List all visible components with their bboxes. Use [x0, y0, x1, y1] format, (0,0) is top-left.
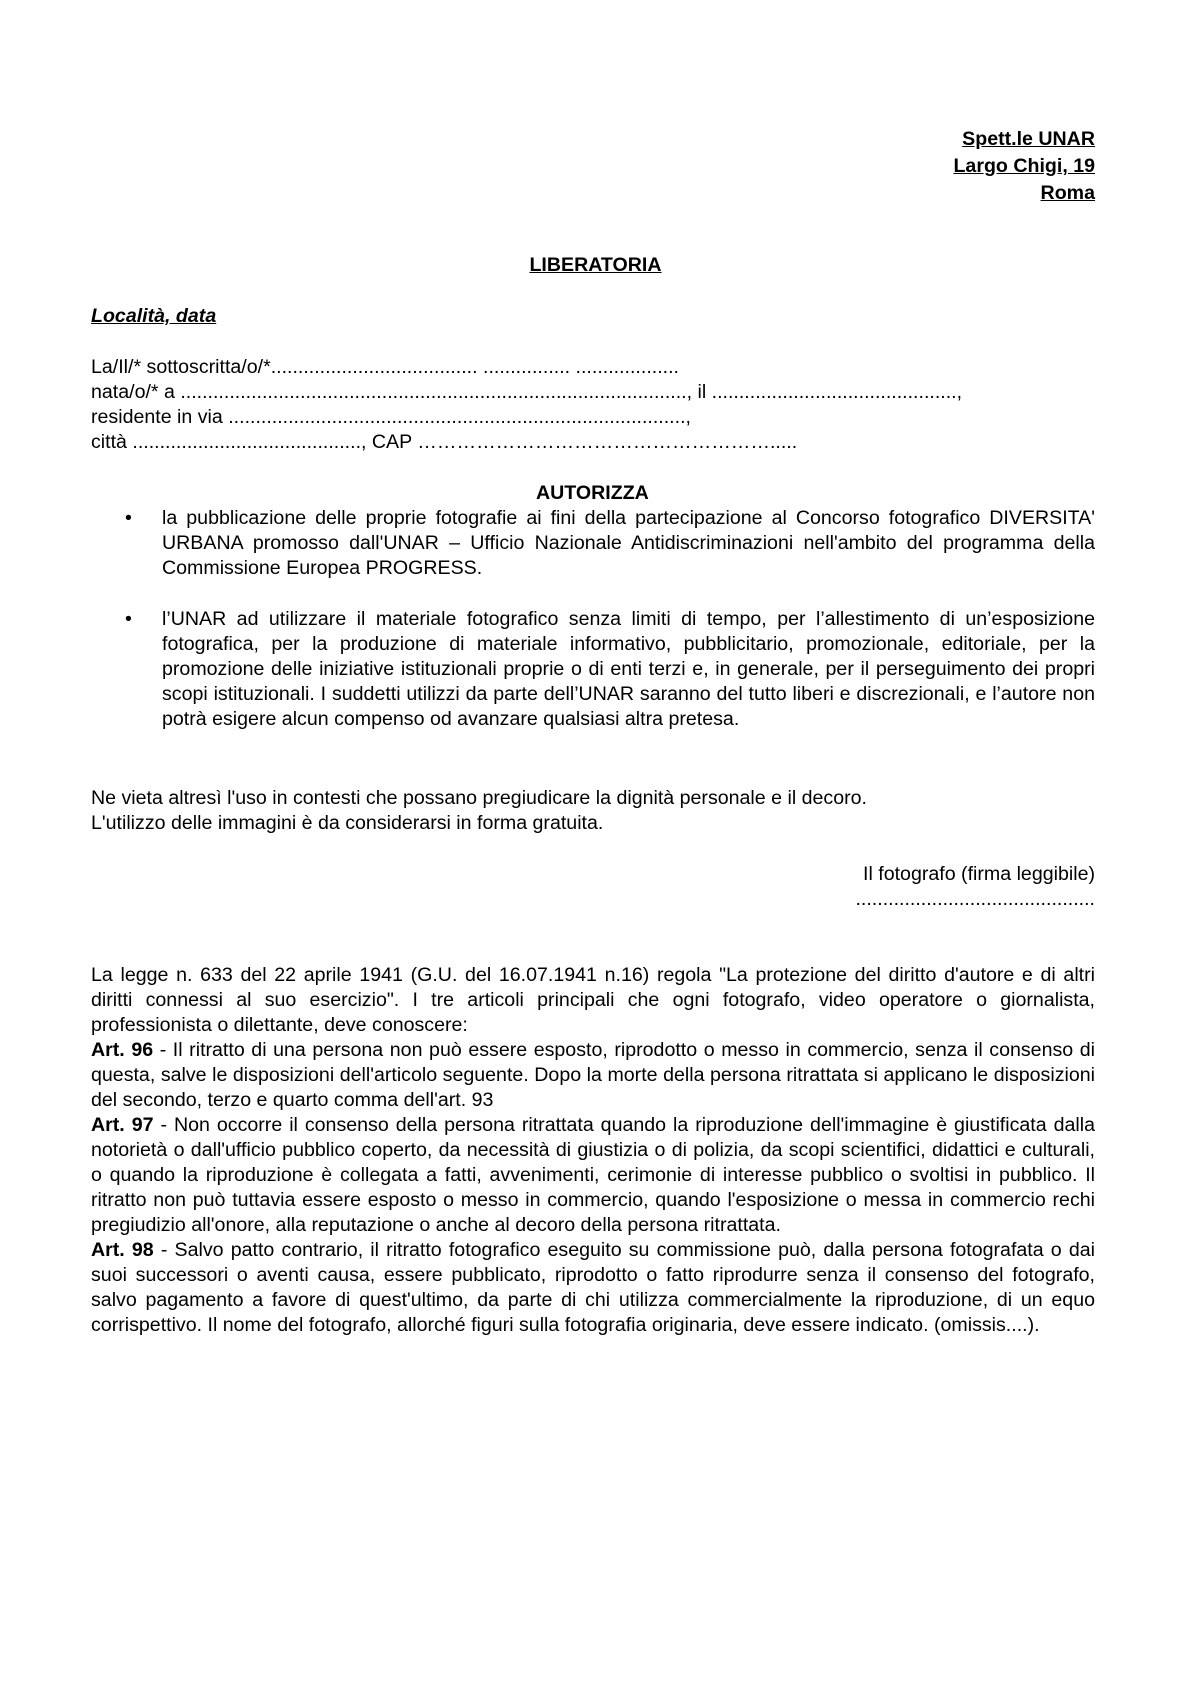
article-97: [91, 1113, 1095, 1238]
law-intro: La legge n. 633 del 22 aprile 1941 (G.U. del 16.07.1941 n.16) regola "La protezione del diritto d'autore e di altri diritti connessi al suo esercizio". I tre articoli principali che ogni fotografo, video operatore o giornalista, professionista o dilettante, deve conoscere:: [91, 964, 1095, 1036]
field-birthplace-date: nata/o/* a ............................................................................................., il .............................................,: [91, 381, 963, 403]
article-text: - Non occorre il consenso della persona ritrattata quando la riproduzione dell'immagine è giustificata dalla notorietà o dall'ufficio pubblico coperto, da necessità di giustizia o di polizia, da scopi scientifici, didattici e culturali, o quando la riproduzione è collegata a fatti, avvenimenti, cerimonie di interesse pubblico o svoltisi in pubblico. Il ritratto non può tuttavia essere esposto o messo in commercio, quando l'esposizione o messa in commercio rechi pregiudizio all'onore, alla reputazione o anche al decoro della persona ritrattata.: [91, 1114, 1095, 1236]
article-label: Art. 98: [91, 1239, 154, 1261]
recipient-line-2: Largo Chigi, 19: [953, 155, 1095, 177]
recipient-line-3: Roma: [1040, 182, 1095, 204]
article-98: [91, 1238, 1095, 1338]
prohibition-text: Ne vieta altresì l'uso in contesti che possano pregiudicare la dignità personale e il decoro.: [91, 787, 867, 809]
field-city-cap: città .........................................., CAP ……………………………………………….....: [91, 431, 798, 453]
law-section: [91, 963, 1095, 1338]
article-label: Art. 96: [91, 1039, 154, 1061]
field-undersigned: La/Il/* sottoscritta/o/*...................................... ................ ...................: [91, 356, 679, 378]
bullet-item-publication: la pubblicazione delle proprie fotografie ai fini della partecipazione al Concorso fotografico DIVERSITA' URBANA promosso dall'UNAR – Ufficio Nazionale Antidiscriminazioni nell'ambito del programma della Commissione Europea PROGRESS.: [162, 507, 1095, 579]
field-residence: residente in via ....................................................................................,: [91, 406, 691, 428]
signature-line: ............................................: [855, 888, 1095, 910]
article-text: - Il ritratto di una persona non può essere esposto, riprodotto o messo in commercio, senza il consenso di questa, salve le disposizioni dell'articolo seguente. Dopo la morte della persona ritrattata si applicano le disposizioni del secondo, terzo e quarto comma dell'art. 93: [91, 1039, 1096, 1111]
recipient-line-1: Spett.le UNAR: [962, 128, 1095, 150]
place-date-label: Località, data: [91, 305, 217, 327]
article-label: Art. 97: [91, 1114, 154, 1136]
authorize-heading: AUTORIZZA: [536, 482, 649, 504]
article-96: [91, 1038, 1095, 1113]
signature-label: Il fotografo (firma leggibile): [863, 863, 1095, 885]
bullet-symbol: •: [125, 507, 132, 529]
bullet-item-usage: l’UNAR ad utilizzare il materiale fotografico senza limiti di tempo, per l’allestimento di un’esposizione fotografica, per la produzione di materiale informativo, pubblicitario, promozionale, editoriale, per la promozione delle iniziative istituzionali proprie o di enti terzi e, in generale, per il perseguimento dei propri scopi istituzionali. I suddetti utilizzi da parte dell’UNAR saranno del tutto liberi e discrezionali, e l’autore non potrà esigere alcun compenso od avanzare qualsiasi altra pretesa.: [162, 608, 1095, 730]
document-title: LIBERATORIA: [529, 254, 662, 276]
bullet-symbol: •: [125, 608, 132, 630]
article-text: - Salvo patto contrario, il ritratto fotografico eseguito su commissione può, dalla persona fotografata o dai suoi successori o aventi causa, essere pubblicato, riprodotto o fatto riprodurre senza il consenso del fotografo, salvo pagamento a favore di quest'ultimo, da parte di chi utilizza commercialmente la riproduzione, di un equo corrispettivo. Il nome del fotografo, allorché figuri sulla fotografia originaria, deve essere indicato. (omissis....).: [91, 1239, 1095, 1336]
free-use-text: L'utilizzo delle immagini è da considerarsi in forma gratuita.: [91, 812, 604, 834]
